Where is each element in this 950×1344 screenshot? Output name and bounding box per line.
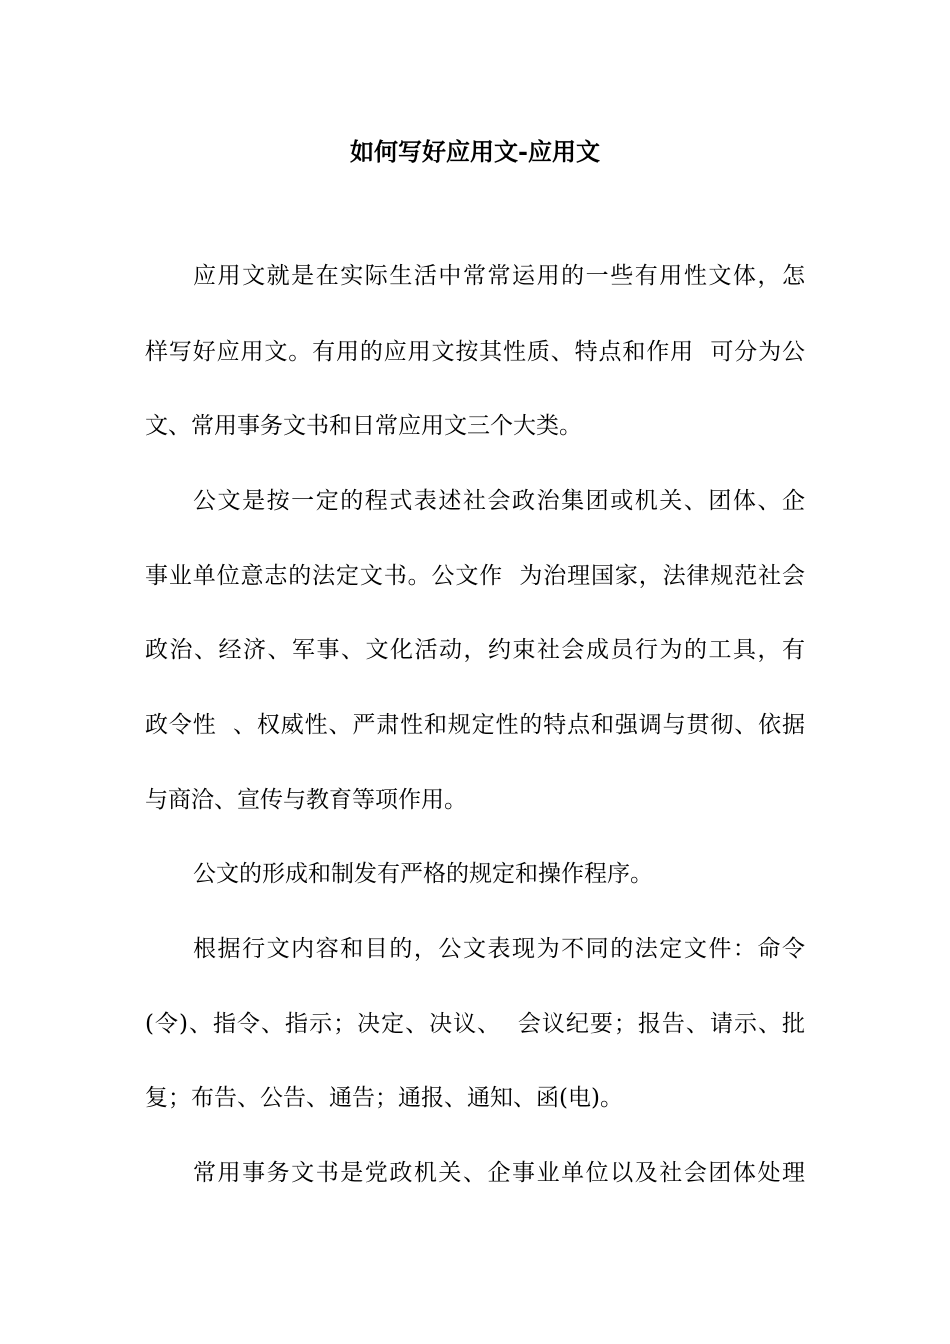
paragraph-line: 应用文就是在实际生活中常常运用的一些有用性文体，怎 xyxy=(193,263,805,289)
paragraph-line: 根据行文内容和目的，公文表现为不同的法定文件：命令 xyxy=(193,936,805,962)
document-title: 如何写好应用文-应用文 xyxy=(350,137,600,166)
paragraph-line: 常用事务文书是党政机关、企事业单位以及社会团体处理 xyxy=(193,1160,805,1186)
paragraph-line: 政治、经济、军事、文化活动，约束社会成员行为的工具，有 xyxy=(145,637,805,663)
paragraph-line: 事业单位意志的法定文书。公文作 为治理国家，法律规范社会 xyxy=(145,563,805,589)
paragraph-line: (令)、指令、指示；决定、决议、 会议纪要；报告、请示、批 xyxy=(145,1011,805,1037)
paragraph-line: 文、常用事务文书和日常应用文三个大类。 xyxy=(145,413,582,439)
paragraph-line: 公文是按一定的程式表述社会政治集团或机关、团体、企 xyxy=(193,488,805,514)
paragraph-line: 政令性 、权威性、严肃性和规定性的特点和强调与贯彻、依据 xyxy=(145,712,805,738)
paragraph-line: 与商洽、宣传与教育等项作用。 xyxy=(145,787,467,813)
paragraph-line: 样写好应用文。有用的应用文按其性质、特点和作用 可分为公 xyxy=(145,339,805,365)
paragraph-line: 复；布告、公告、通告；通报、通知、函(电)。 xyxy=(145,1085,623,1111)
paragraph-line: 公文的形成和制发有严格的规定和操作程序。 xyxy=(193,861,653,887)
